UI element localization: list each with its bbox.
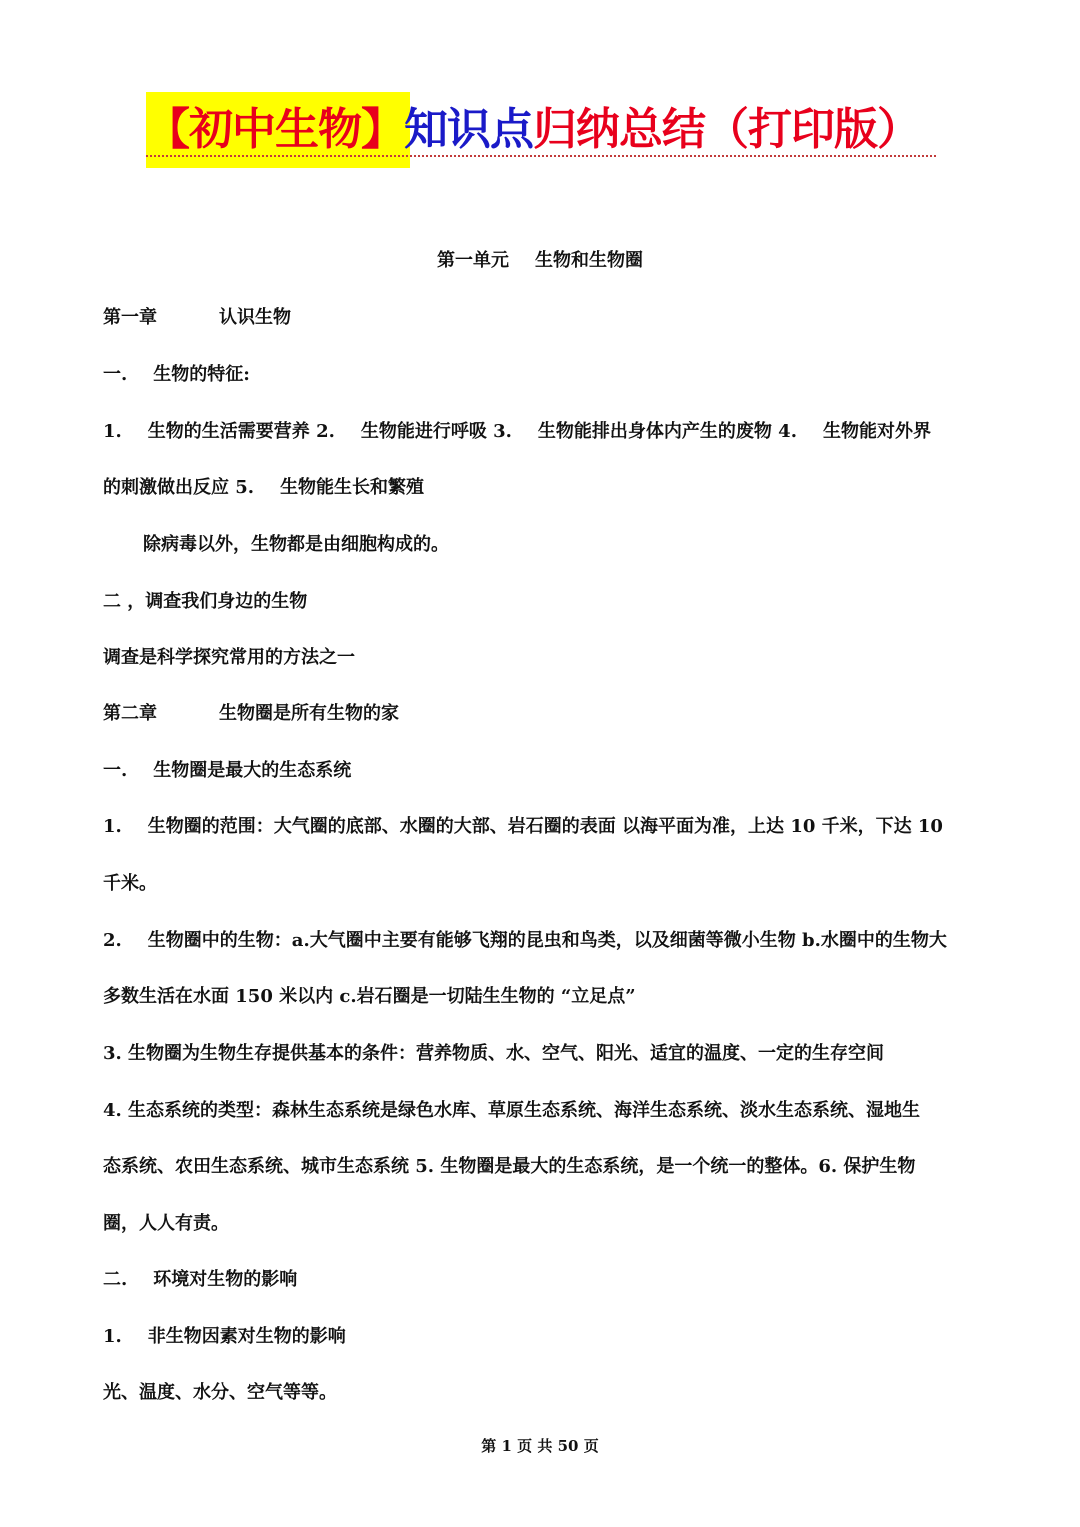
section-4-heading: 二. 环境对生物的影响 [103, 1269, 298, 1290]
paragraph-line: 1. 生物的生活需要营养 2. 生物能进行呼吸 3. 生物能排出身体内产生的废物 4. 生物能对外界 [103, 421, 931, 442]
paragraph-line: 3. 生物圈为生物生存提供基本的条件：营养物质、水、空气、阳光、适宜的温度、一定的生存空间 [103, 1043, 885, 1064]
paragraph-line: 多数生活在水面 150 米以内 c.岩石圈是一切陆生生物的 “立足点” [103, 986, 636, 1007]
title-text [146, 100, 920, 160]
paragraph-line: 光、温度、水分、空气等等。 [103, 1382, 337, 1403]
paragraph-line: 调查是科学探究常用的方法之一 [103, 647, 355, 668]
paragraph-line: 除病毒以外，生物都是由细胞构成的。 [143, 534, 449, 555]
paragraph-line: 态系统、农田生态系统、城市生态系统 5. 生物圈是最大的生态系统，是一个统一的整体。6. 保护生物 [103, 1156, 916, 1177]
title-part-summary: 归纳总结（打印版） [533, 104, 920, 155]
title-part-subject: 【初中生物】 [146, 104, 404, 155]
paragraph-line: 千米。 [103, 873, 157, 894]
section-1-heading: 一. 生物的特征: [103, 364, 250, 385]
title-part-knowledge: 知识点 [404, 104, 533, 155]
section-2-heading: 二 ，调查我们身边的生物 [103, 591, 308, 612]
paragraph-line: 2. 生物圈中的生物：a.大气圈中主要有能够飞翔的昆虫和鸟类，以及细菌等微小生物 b.水圈中的生物大 [103, 930, 947, 951]
chapter-2-heading: 第二章 生物圈是所有生物的家 [103, 703, 399, 724]
chapter-1-heading: 第一章 认识生物 [103, 307, 291, 328]
paragraph-line: 1. 非生物因素对生物的影响 [103, 1326, 346, 1347]
paragraph-line: 圈，人人有责。 [103, 1213, 229, 1234]
document-title [146, 92, 936, 168]
paragraph-line: 1. 生物圈的范围：大气圈的底部、水圈的大部、岩石圈的表面 以海平面为准，上达 10 千米，下达 10 [103, 816, 943, 837]
section-3-heading: 一. 生物圈是最大的生态系统 [103, 760, 352, 781]
paragraph-line: 的刺激做出反应 5. 生物能生长和繁殖 [103, 477, 425, 498]
page-number: 第 1 页 共 50 页 [481, 1437, 599, 1455]
unit-heading: 第一单元 生物和生物圈 [437, 250, 643, 271]
title-underline [146, 155, 936, 157]
paragraph-line: 4. 生态系统的类型：森林生态系统是绿色水库、草原生态系统、海洋生态系统、淡水生态系统、湿地生 [103, 1100, 921, 1121]
